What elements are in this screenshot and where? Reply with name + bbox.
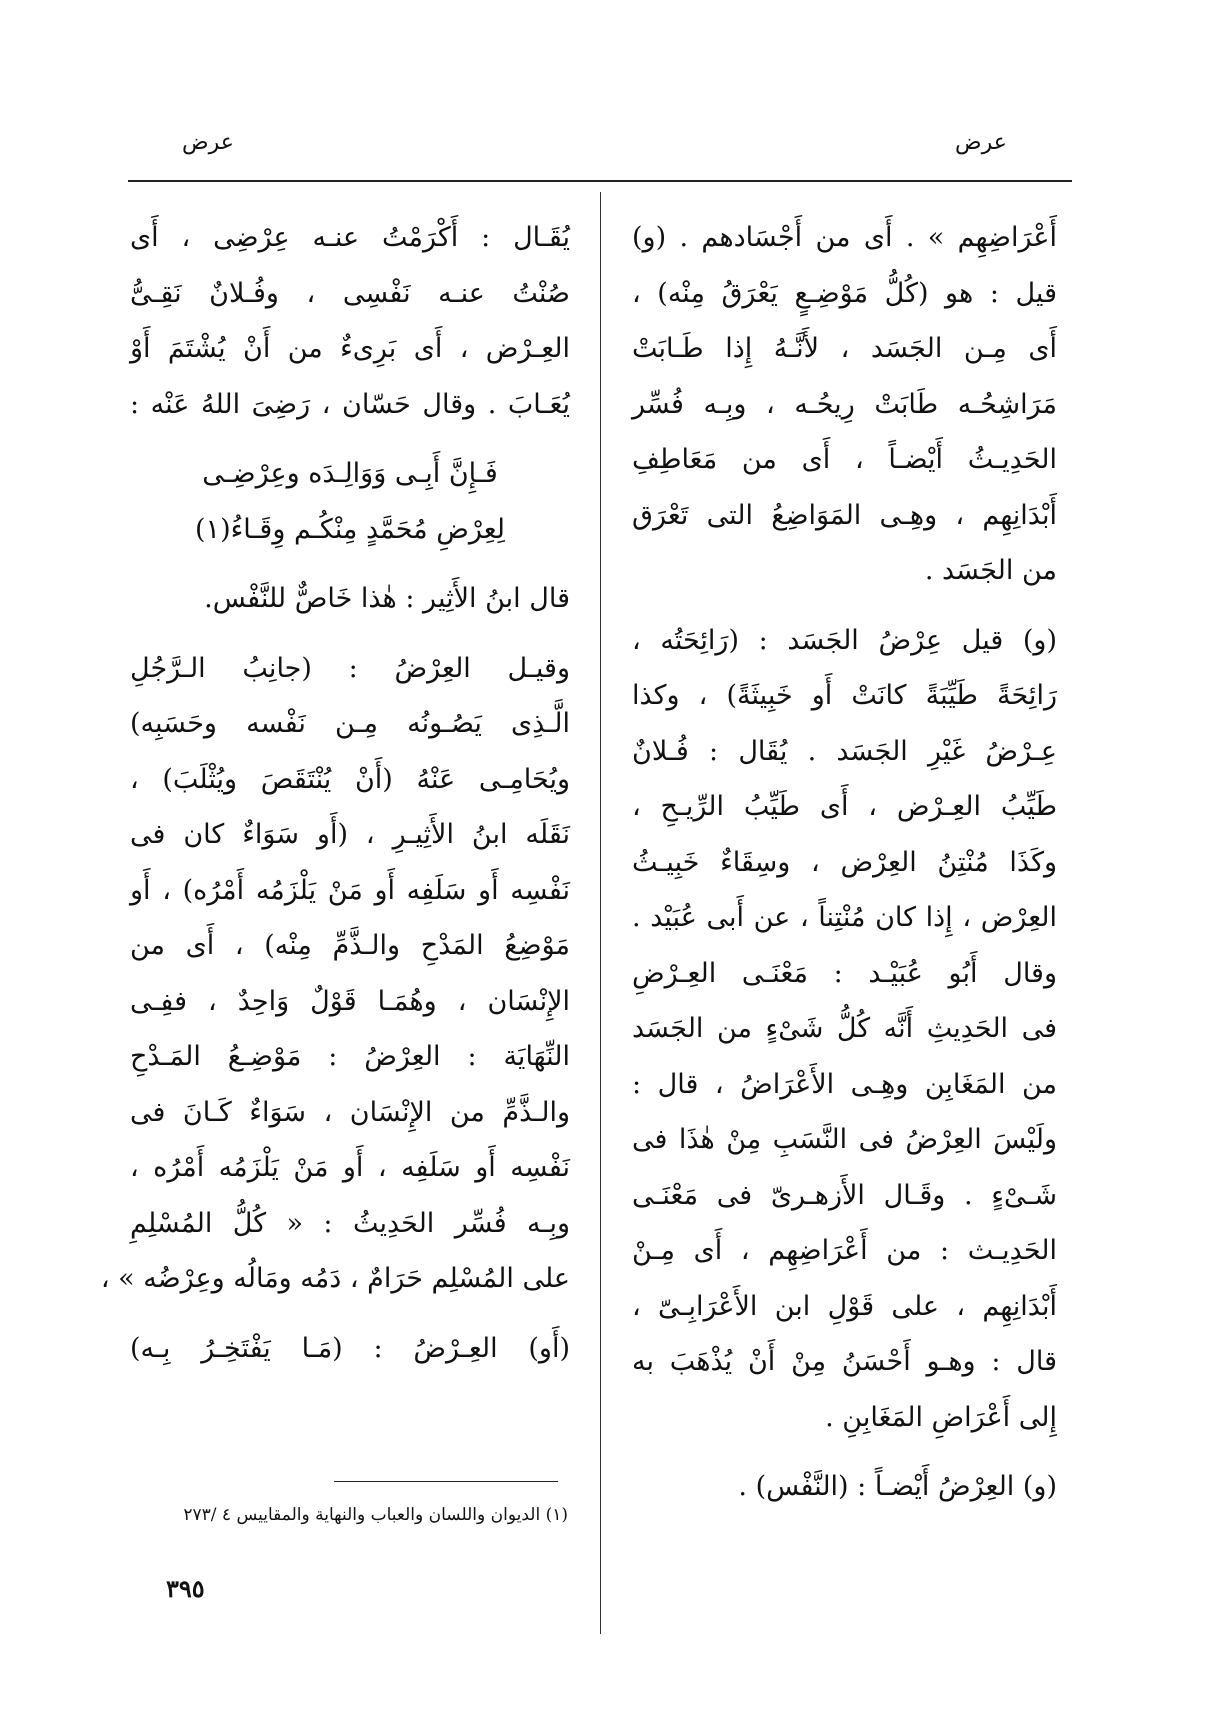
text-line: العِرْض ، إِذا كان مُنْتِناً ، عن أَبى عُبَيْد . <box>632 902 1057 933</box>
text-line: يُقَـال : أَكْرَمْتُ عنـه عِرْضِى ، أَى <box>130 222 570 253</box>
text-line: والـذَّمِّ من الإِنْسَان ، سَوَاءٌ كَـانَ فى <box>130 1096 570 1128</box>
text-line: أَبْدَانِهِم ، وهِـى المَوَاضِعُ التى تَعْرَق <box>632 499 1057 531</box>
text-line: من الجَسَد . <box>924 555 1057 586</box>
text-line: قال ابنُ الأَثِير : هٰذا خَاصٌّ للنَّفْس. <box>204 583 570 614</box>
text-line: إِلى أَعْرَاضِ المَغَابِنِ . <box>825 1401 1057 1433</box>
text-line: وقال أَبُو عُبَيْـد : مَعْنَـى العِـرْضِ <box>632 957 1057 989</box>
text-line: يُعَـابَ . وقال حَسّان ، رَضِىَ اللهُ عَنْه : <box>130 388 570 420</box>
running-header-right: عرض <box>955 130 1007 155</box>
text-line: الَّـذِى يَصُـونُه مِـن نَفْسه وحَسَبِه) <box>130 708 570 739</box>
column-divider <box>600 192 601 1634</box>
running-header-left: عرض <box>182 130 234 155</box>
text-line: صُنْتُ عنـه نَفْسِى ، وفُـلانٌ نَقِـىُّ <box>130 277 570 309</box>
text-line: طَيِّبُ العِـرْض ، أَى طَيِّبُ الرِّيـحِ ، <box>632 791 1057 822</box>
text-line: من المَغَابِن وهِـى الأَعْرَاضُ ، قال : <box>632 1068 1057 1100</box>
page-number: ٣٩٥ <box>166 1574 205 1603</box>
text-line: الحَدِيـثُ أَيْضـاً ، أَى من مَعَاطِفِ <box>632 444 1057 475</box>
text-line: عِـرْضُ غَيْرِ الجَسَد . يُقَال : فُـلانٌ <box>632 735 1057 767</box>
text-line: نَفْسِه أَو سَلَفِه ، أَو مَنْ يَلْزَمُه أَمْرُه ، <box>130 1152 570 1183</box>
text-line: نَقَلَه ابنُ الأَثِيـرِ ، (أَو سَوَاءٌ كان فى <box>130 819 570 850</box>
footnote-rule <box>334 1481 558 1482</box>
text-line: فى الحَدِيثِ أَنَّه كُلُّ شَىْءٍ من الجَسَد <box>632 1013 1057 1044</box>
text-line: النِّهَايَة : العِرْضُ : مَوْضِـعُ المَـدْحِ <box>130 1041 570 1072</box>
text-line: العِـرْض ، أَى بَرِىءٌ من أَنْ يُشْتَمَ أَوْ <box>130 333 570 364</box>
text-line: الحَدِيـث : من أَعْرَاضِهِم ، أَى مِـنْ <box>632 1235 1057 1266</box>
text-line: (و) قيل عِرْضُ الجَسَد : (رَائِحَتُه ، <box>632 624 1057 656</box>
text-line: ولَيْسَ العِرْضُ فى النَّسَبِ مِنْ هٰذَا فى <box>632 1124 1057 1155</box>
text-line: على المُسْلِم حَرَامٌ ، دَمُه ومَالُه وعِرْضُه » ، <box>100 1263 570 1294</box>
text-line: وكَذَا مُنْتِنُ العِرْض ، وسِقَاءٌ خَبِيـثُ <box>632 846 1057 878</box>
text-line: (أَو) العِـرْضُ : (مَـا يَفْتَخِـرُ بِـه) <box>130 1332 570 1364</box>
text-line: وقيـل العِرْضُ : (جانِبُ الـرَّجُلِ <box>130 652 570 684</box>
footnote: (١) الديوان واللسان والعباب والنهاية والمقاييس ٤ /٢٧٣ <box>183 1505 568 1525</box>
right-column <box>632 210 1057 1515</box>
text-line: قيل : هو (كُلُّ مَوْضِـعٍ يَعْرَقُ مِنْه) ، <box>632 277 1057 309</box>
text-line: شَـىْءٍ . وقَـال الأَزهـرىّ فى مَعْنَـى <box>632 1179 1057 1211</box>
verse-line: لِعِرْضِ مُحَمَّدٍ مِنْكُـم وِقَـاءُ(١) <box>195 513 505 545</box>
text-line: وبِـه فُسِّر الحَدِيثُ : « كُلُّ المُسْلِمِ <box>130 1207 570 1239</box>
verse-line: فَـإِنَّ أَبِـى وَوَالِـدَه وعِرْضِـى <box>202 458 498 489</box>
text-line: قال : وهـو أَحْسَنُ مِنْ أَنْ يُذْهَبَ به <box>632 1346 1057 1377</box>
left-column <box>100 210 570 1376</box>
text-line: نَفْسِه أَو سَلَفِه أَو مَنْ يَلْزَمُه أَمْرُه) ، أَو <box>130 874 570 906</box>
text-line: (و) العِرْضُ أَيْضـاً : (النَّفْس) . <box>738 1471 1057 1502</box>
header-rule <box>128 180 1072 182</box>
text-line: الإِنْسَان ، وهُمَـا قَوْلٌ وَاحِدٌ ، ففِـى <box>130 985 570 1017</box>
text-line: مَوْضِعُ المَدْحِ والـذَّمِّ مِنْه) ، أَى من <box>130 930 570 961</box>
text-line: مَرَاشِحُـه طَابَتْ رِيحُـه ، وبِـه فُسِّر <box>632 388 1057 420</box>
text-line: رَائِحَةً طَيِّبَةً كانَتْ أَو خَبِيثَةً) ، وكذا <box>632 680 1057 711</box>
text-line: أَبْدَانِهِم ، على قَوْلِ ابن الأَعْرَابِـىّ ، <box>632 1290 1057 1322</box>
text-line: أَى مِـن الجَسَد ، لأَنَّـهُ إِذا طَـابَتْ <box>632 333 1057 364</box>
text-line: أَعْرَاضِهِم » . أَى من أَجْسَادهم . (و) <box>632 222 1057 253</box>
text-line: ويُحَامِـى عَنْهُ (أَنْ يُنْتَقَصَ ويُثْلَبَ) ، <box>130 763 570 795</box>
